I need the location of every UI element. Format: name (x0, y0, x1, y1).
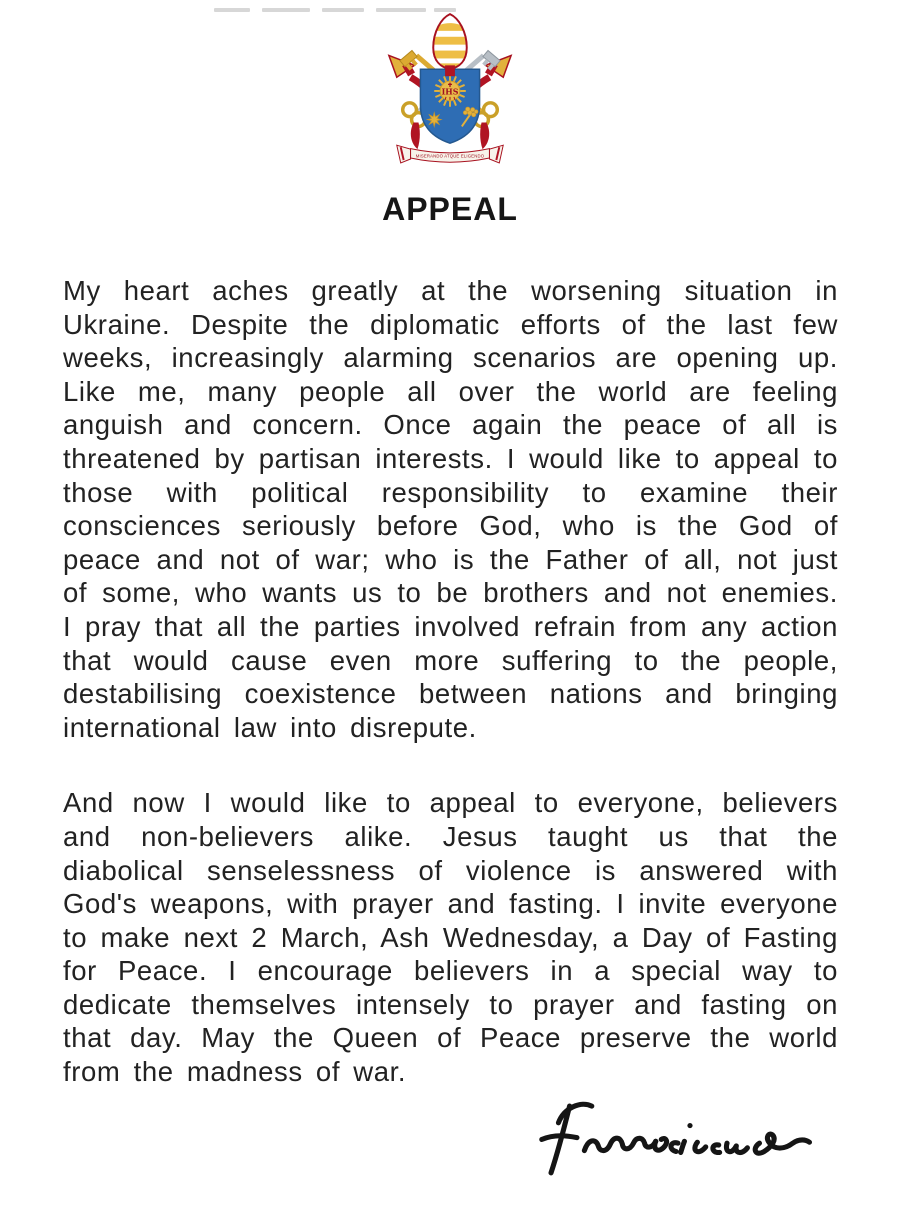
franciscus-signature (526, 1095, 841, 1183)
ihs-sun-icon (434, 75, 466, 107)
paragraph-1: My heart aches greatly at the worsening situation in Ukraine. Despite the diplomatic efforts of the last few weeks, increasingly alarming scenarios are opening up. Like me, many people all over the world are feeling anguish and concern. Once again the peace of all is threatened by partisan interests. I would like to appeal to those with political responsibility to examine their consciences seriously before God, who is the God of peace and not of war; who is the Father of all, not just of some, who wants us to be brothers and not enemies. I pray that all the parties involved refrain from any action that would cause even more suffering to the people, destabilising coexistence between nations and bringing international law into disrepute. (63, 275, 838, 743)
cropped-text-remnant (0, 8, 900, 14)
page-title: APPEAL (382, 191, 518, 227)
ihs-monogram: IHS (441, 87, 459, 97)
paragraph-2: And now I would like to appeal to everyone, believers and non-believers alike. Jesus taught us that the diabolical senselessness of violence is answered with God's weapons, with prayer and fasting. I invite everyone to make next 2 March, Ash Wednesday, a Day of Fasting for Peace. I encourage believers in a special way to dedicate themselves intensely to prayer and fasting on that day. May the Queen of Peace preserve the world from the madness of war. (63, 787, 838, 1088)
coat-of-arms-svg (381, 8, 519, 171)
papal-coat-of-arms-icon (0, 8, 900, 171)
tassel-right (480, 123, 489, 150)
star-icon (427, 113, 441, 127)
signature-block (0, 1095, 845, 1183)
motto-text: MISERANDO ATQUE ELIGENDO (415, 153, 485, 159)
mitre-icon (430, 14, 469, 76)
motto-banner (397, 145, 503, 163)
tassel-left (411, 123, 420, 150)
appeal-body (63, 274, 838, 1089)
signature-text (844, 1095, 845, 1096)
